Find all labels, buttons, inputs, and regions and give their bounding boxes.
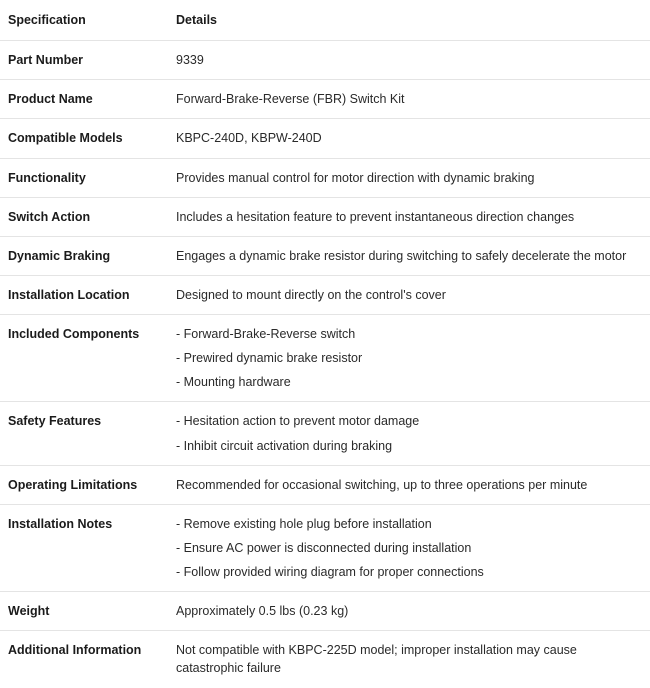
row-label: Operating Limitations bbox=[0, 465, 168, 504]
row-value bbox=[168, 197, 650, 236]
row-value-line: - Hesitation action to prevent motor damage bbox=[176, 414, 420, 429]
row-value bbox=[168, 504, 650, 591]
column-header-specification: Specification bbox=[0, 0, 168, 41]
table-row bbox=[0, 402, 650, 465]
row-value-line: - Follow provided wiring diagram for proper connections bbox=[176, 565, 484, 579]
table-row bbox=[0, 236, 650, 275]
row-value-line: Designed to mount directly on the control's cover bbox=[176, 287, 446, 302]
row-label: Compatible Models bbox=[0, 119, 168, 158]
row-value bbox=[168, 41, 650, 80]
table-header-row bbox=[0, 0, 650, 41]
table-header bbox=[0, 0, 650, 41]
row-value-line: Includes a hesitation feature to prevent instantaneous direction changes bbox=[176, 209, 575, 224]
row-label: Functionality bbox=[0, 158, 168, 197]
row-value bbox=[168, 236, 650, 275]
row-value-line: - Forward-Brake-Reverse switch bbox=[176, 327, 356, 341]
row-value-line: 9339 bbox=[176, 53, 204, 68]
row-value bbox=[168, 631, 650, 688]
row-value bbox=[168, 592, 650, 631]
table-row bbox=[0, 197, 650, 236]
row-value-line: - Remove existing hole plug before installation bbox=[176, 516, 432, 531]
row-value-line: - Inhibit circuit activation during braking bbox=[176, 438, 393, 453]
row-value bbox=[168, 402, 650, 465]
row-value-line: Engages a dynamic brake resistor during switching to safely decelerate the motor bbox=[176, 248, 627, 263]
row-value-line: Recommended for occasional switching, up to three operations per minute bbox=[176, 477, 588, 492]
table-row bbox=[0, 465, 650, 504]
row-value-line: - Prewired dynamic brake resistor bbox=[176, 351, 363, 366]
row-value-line: KBPC-240D, KBPW-240D bbox=[176, 131, 322, 146]
row-label: Installation Location bbox=[0, 275, 168, 314]
table-row bbox=[0, 41, 650, 80]
table-row bbox=[0, 119, 650, 158]
row-value bbox=[168, 80, 650, 119]
row-value-line: Forward-Brake-Reverse (FBR) Switch Kit bbox=[176, 92, 405, 107]
table-row bbox=[0, 158, 650, 197]
row-value bbox=[168, 465, 650, 504]
row-label: Switch Action bbox=[0, 197, 168, 236]
row-label: Part Number bbox=[0, 41, 168, 80]
table-row bbox=[0, 592, 650, 631]
row-value-line: Approximately 0.5 lbs (0.23 kg) bbox=[176, 604, 349, 619]
row-value bbox=[168, 315, 650, 402]
column-header-details: Details bbox=[168, 0, 650, 41]
row-value-line: - Ensure AC power is disconnected during installation bbox=[176, 540, 472, 555]
row-label: Additional Information bbox=[8, 643, 142, 658]
table-body bbox=[0, 41, 650, 688]
row-value bbox=[168, 275, 650, 314]
row-label: Weight bbox=[0, 592, 168, 631]
row-label: Dynamic Braking bbox=[0, 236, 168, 275]
table-row bbox=[0, 315, 650, 402]
row-value bbox=[168, 158, 650, 197]
table-row bbox=[0, 631, 650, 688]
table-row bbox=[0, 275, 650, 314]
row-value-line: Not compatible with KBPC-225D model; improper installation may cause catastrophic failure bbox=[176, 643, 577, 676]
row-value bbox=[168, 119, 650, 158]
table-row bbox=[0, 504, 650, 591]
row-label: Safety Features bbox=[0, 402, 168, 465]
table-row bbox=[0, 80, 650, 119]
row-value-line: - Mounting hardware bbox=[176, 375, 291, 390]
row-label: Product Name bbox=[0, 80, 168, 119]
row-value-line: Provides manual control for motor direction with dynamic braking bbox=[176, 170, 535, 185]
row-label: Included Components bbox=[0, 315, 168, 402]
row-label: Installation Notes bbox=[0, 504, 168, 591]
